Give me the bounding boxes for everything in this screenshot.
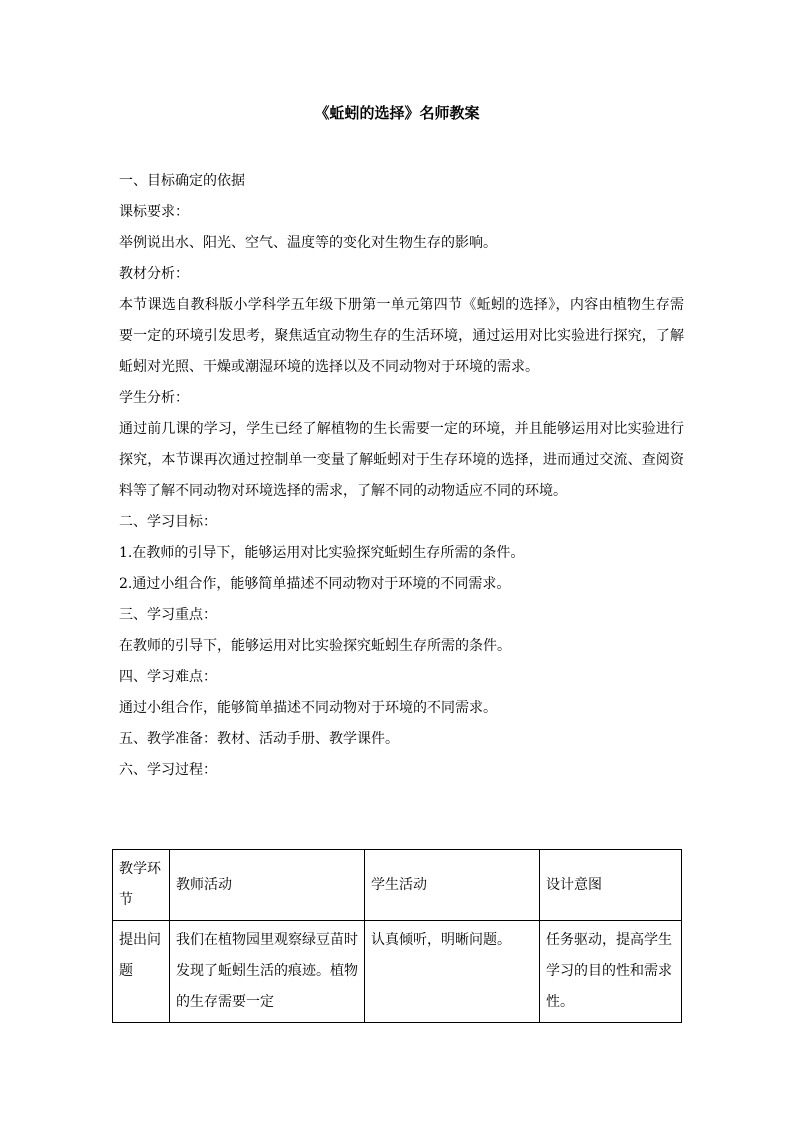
list-item: 2.通过小组合作，能够简单描述不同动物对于环境的不同需求。 — [119, 576, 511, 592]
table-header-cell: 学生活动 — [365, 850, 540, 921]
table-cell — [540, 921, 682, 1023]
paragraph: 通过小组合作，能够简单描述不同动物对于环境的不同需求。 — [119, 700, 497, 716]
section-heading: 四、学习难点： — [119, 669, 217, 685]
table-cell — [170, 921, 365, 1023]
lesson-process-table — [112, 849, 682, 1023]
paragraph: 通过前几课的学习，学生已经了解植物的生长需要一定的环境，并且能够运用对比实验进行探究，本节课再次通过控制单一变量了解蚯蚓对于生存环境的选择，进而通过交流、查阅资料等了解不同动物对环境选择的需求，了解不同的动物适应不同的环境。 — [119, 421, 684, 499]
section-heading: 二、学习目标： — [119, 514, 217, 530]
table-cell — [113, 921, 170, 1023]
table-cell-text: 任务驱动，提高学生学习的目的性和需求性。 — [546, 932, 672, 1010]
subheading: 课标要求： — [119, 204, 189, 220]
table-header-cell: 教学环节 — [113, 850, 170, 921]
table-cell-text: 认真倾听，明晰问题。 — [371, 932, 511, 948]
subheading: 学生分析： — [119, 390, 189, 406]
table-header-row — [113, 850, 682, 921]
paragraph: 在教师的引导下，能够运用对比实验探究蚯蚓生存所需的条件。 — [119, 638, 511, 654]
subheading: 教材分析： — [119, 266, 189, 282]
table-header-cell: 教师活动 — [170, 850, 365, 921]
list-item: 1.在教师的引导下，能够运用对比实验探究蚯蚓生存所需的条件。 — [119, 545, 525, 561]
table-header-cell: 设计意图 — [540, 850, 682, 921]
section-heading: 三、学习重点： — [119, 607, 217, 623]
table-row — [113, 921, 682, 1023]
section-heading: 一、目标确定的依据 — [119, 173, 245, 189]
document-body — [119, 166, 684, 786]
section-heading: 六、学习过程： — [119, 762, 217, 778]
document-title: 《蚯蚓的选择》名师教案 — [314, 104, 480, 122]
paragraph: 举例说出水、阳光、空气、温度等的变化对生物生存的影响。 — [119, 235, 497, 251]
paragraph: 本节课选自教科版小学科学五年级下册第一单元第四节《蚯蚓的选择》，内容由植物生存需要一定的环境引发思考，聚焦适宜动物生存的生活环境，通过运用对比实验进行探究，了解蚯蚓对光照、干燥或潮湿环境的选择以及不同动物对于环境的需求。 — [119, 297, 684, 375]
table-cell-text: 我们在植物园里观察绿豆苗时发现了蚯蚓生活的痕迹。植物的生存需要一定 — [176, 932, 358, 1010]
table-cell-text: 提出问题 — [119, 932, 161, 979]
section-heading: 五、教学准备：教材、活动手册、教学课件。 — [119, 731, 399, 747]
table-cell — [365, 921, 540, 1023]
